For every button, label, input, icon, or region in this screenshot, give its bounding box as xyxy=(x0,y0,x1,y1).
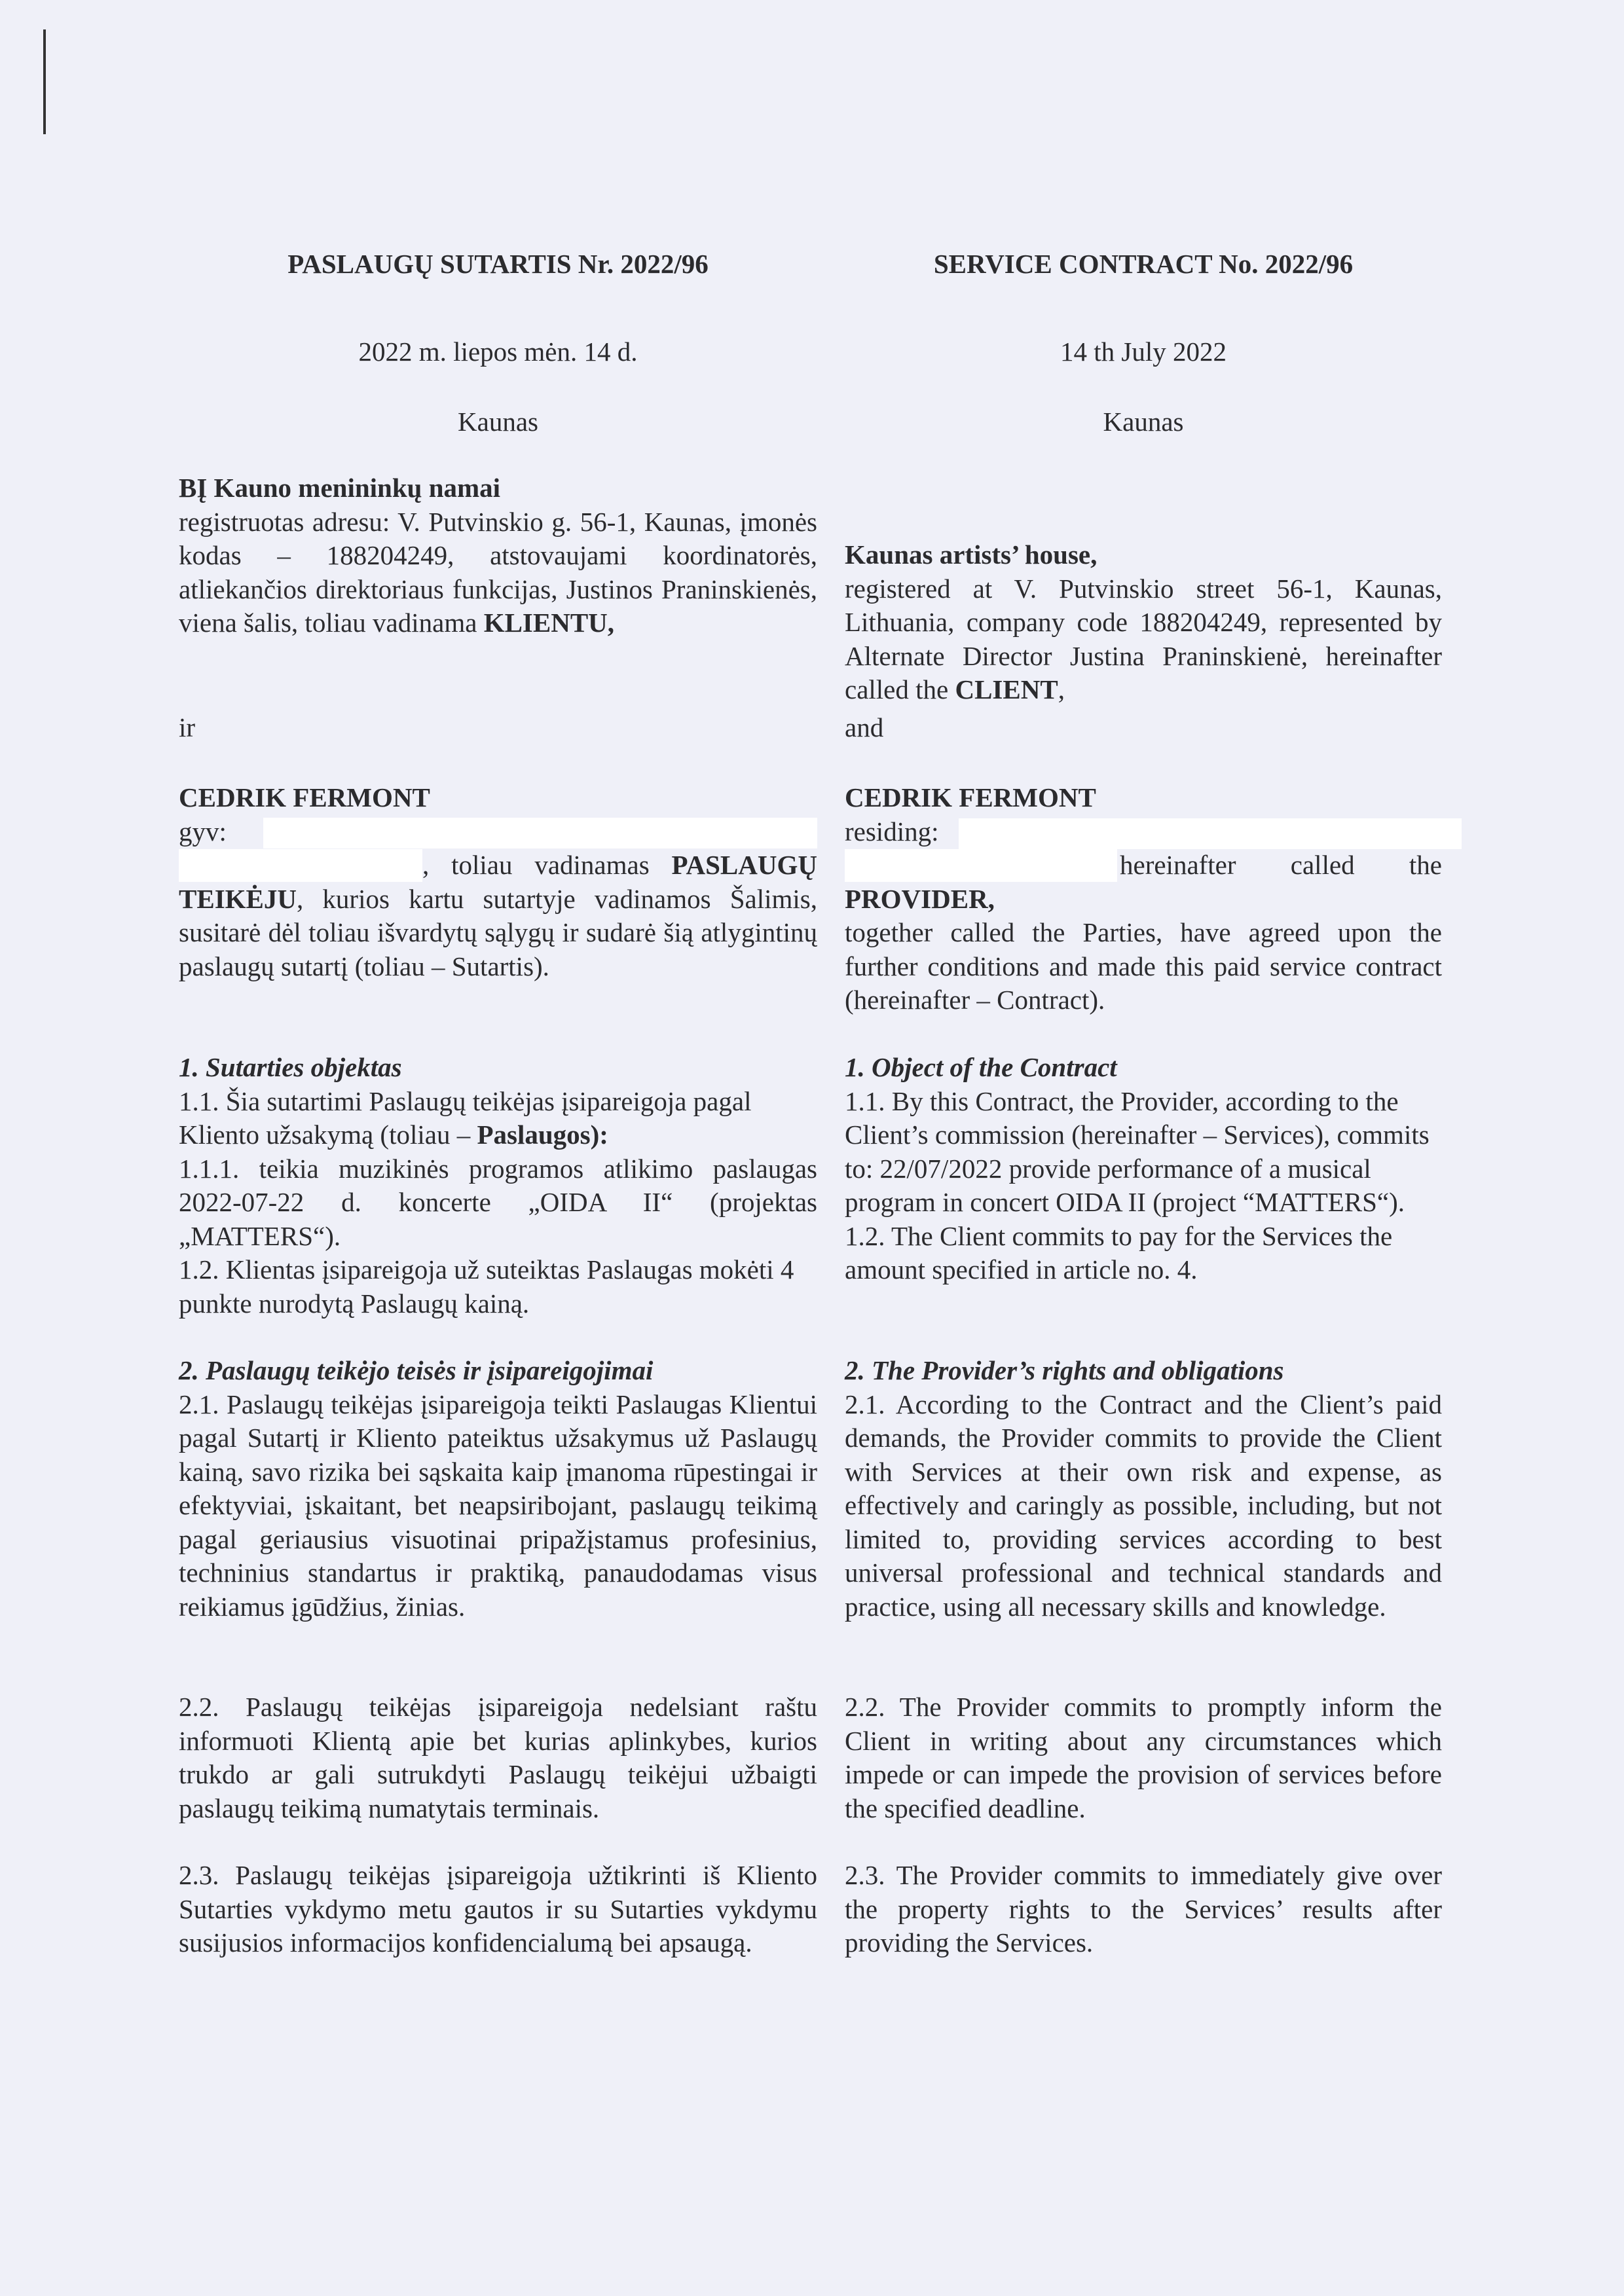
redacted-address-lt-2 xyxy=(179,849,422,882)
section-1-en xyxy=(845,1051,1442,1287)
residence-label: gyv: xyxy=(179,816,227,847)
clause-1-2-lt: 1.2. Klientas įsipareigoja už suteiktas Paslaugas mokėti 4 punkte nurodytą Paslaugų kainą. xyxy=(179,1254,794,1319)
clause-2-2-en: 2.2. The Provider commits to promptly inform the Client in writing about any circumstances which impede or can impede the provision of services before the specified deadline. xyxy=(845,1692,1442,1823)
clause-2-1-en: 2.1. According to the Contract and the Client’s paid demands, the Provider commits to provide the Client with Services at their own risk and expense, as effectively and caringly as possible, including, but not limited to, providing services according to best universal professional and technical standards and practice, using all necessary skills and knowledge. xyxy=(845,1389,1442,1622)
client-description-en: registered at V. Putvinskio street 56-1, Kaunas, Lithuania, company code 188204249, represented by Alternate Director Justina Praninskienė, hereinafter called the xyxy=(845,573,1442,704)
section-2-heading-lt: 2. Paslaugų teikėjo teisės ir įsipareigojimai xyxy=(179,1355,654,1385)
services-label: Paslaugos): xyxy=(477,1120,608,1150)
contract-date-en: 14 th July 2022 xyxy=(1060,337,1227,367)
provider-block-lt xyxy=(179,781,817,983)
client-label-en: CLIENT xyxy=(955,674,1058,704)
provider-name: CEDRIK FERMONT xyxy=(179,782,430,812)
section-1-lt xyxy=(179,1051,817,1321)
client-comma: , xyxy=(1058,674,1065,704)
conjunction-lt: ir xyxy=(179,712,196,742)
redacted-address-en xyxy=(959,818,1462,849)
provider-block-en xyxy=(845,781,1442,1017)
provider-name-en: CEDRIK FERMONT xyxy=(845,782,1096,812)
client-block-en xyxy=(845,538,1442,707)
section-1-heading-en: 1. Object of the Contract xyxy=(845,1052,1117,1082)
clause-2-3-en: 2.3. The Provider commits to immediately give over the property rights to the Services’ results after providing the Services. xyxy=(845,1860,1442,1958)
clause-1-1-lt: 1.1. Šia sutartimi Paslaugų teikėjas įsipareigoja pagal Kliento užsakymą (toliau – xyxy=(179,1085,752,1150)
contract-title-lt: PASLAUGŲ SUTARTIS Nr. 2022/96 xyxy=(287,249,709,279)
provider-label-en: PROVIDER, xyxy=(845,883,995,914)
clause-1-2-en: 1.2. The Client commits to pay for the Services the amount specified in article no. 4. xyxy=(845,1220,1393,1285)
conjunction-en: and xyxy=(845,712,884,742)
contract-date-lt: 2022 m. liepos mėn. 14 d. xyxy=(358,337,638,367)
residence-label-en: residing: xyxy=(845,816,939,847)
contract-city-lt: Kaunas xyxy=(458,407,538,437)
clause-1-1-1-lt: 1.1.1. teikia muzikinės programos atlikimo paslaugas 2022-07-22 d. koncerte „OIDA II“ (projektas „MATTERS“). xyxy=(179,1153,817,1251)
provider-description-1: , toliau vadinamas xyxy=(422,850,672,880)
section-2-en xyxy=(845,1354,1442,1624)
clause-2-2-lt: 2.2. Paslaugų teikėjas įsipareigoja nedelsiant raštu informuoti Klientą apie bet kurias aplinkybes, kurios trukdo ar gali sutrukdyti Paslaugų teikėjui užbaigti paslaugų teikimą numatytais terminais. xyxy=(179,1692,817,1823)
section-1-heading-lt: 1. Sutarties objektas xyxy=(179,1052,402,1082)
clause-2-3-lt: 2.3. Paslaugų teikėjas įsipareigoja užtikrinti iš Kliento Sutarties vykdymo metu gautos ir su Sutarties vykdymu susijusios informacijos konfidencialumą bei apsaugą. xyxy=(179,1860,817,1958)
clause-1-1-en: 1.1. By this Contract, the Provider, according to the Client’s commission (hereinafter – Services), commits to: 22/07/2022 provide performance of a musical program in concert OIDA II (project “MATTERS“). xyxy=(845,1085,1430,1217)
client-label: KLIENTU, xyxy=(483,608,615,638)
client-block-lt xyxy=(179,471,817,640)
provider-label: PASLAUGŲ TEIKĖJU xyxy=(179,850,817,914)
scan-mark xyxy=(43,29,46,134)
contract-title-en: SERVICE CONTRACT No. 2022/96 xyxy=(933,249,1354,279)
redacted-address-en-2 xyxy=(845,849,1117,882)
redacted-address-lt xyxy=(263,818,817,848)
client-name: BĮ Kauno menininkų namai xyxy=(179,473,501,503)
clause-2-1-lt: 2.1. Paslaugų teikėjas įsipareigoja teikti Paslaugas Klientui pagal Sutartį ir Kliento pateiktus užsakymus už Paslaugų kainą, savo rizika bei sąskaita kaip įmanoma rūpestingai ir efektyviai, įskaitant, bet neapsiribojant, paslaugų teikimą pagal geriausius visuotinai pripažįstamus profesinius, techninius standartus ir praktiką, panaudodamas visus reikiamus įgūdžius, žinias. xyxy=(179,1389,817,1622)
section-2-heading-en: 2. The Provider’s rights and obligations xyxy=(845,1355,1284,1385)
client-description: registruotas adresu: V. Putvinskio g. 56-1, Kaunas, įmonės kodas – 188204249, atstovaujami koordinatorės, atliekančios direktoriaus funkcijas, Justinos Praninskienės, viena šalis, toliau vadinama xyxy=(179,506,817,638)
client-name-en: Kaunas artists’ house, xyxy=(845,539,1098,570)
contract-city-en: Kaunas xyxy=(1103,407,1184,437)
provider-description-2-en: together called the Parties, have agreed upon the further conditions and made this paid service contract (hereinafter – Contract). xyxy=(845,917,1442,1015)
provider-description-2: , kurios kartu sutartyje vadinamos Šalimis, susitarė dėl toliau išvardytų sąlygų ir sudarė šią atlygintinų paslaugų sutartį (toliau – Sutartis). xyxy=(179,883,817,981)
section-2-lt xyxy=(179,1354,817,1624)
provider-description-1-en: hereinafter called the xyxy=(1120,850,1442,880)
